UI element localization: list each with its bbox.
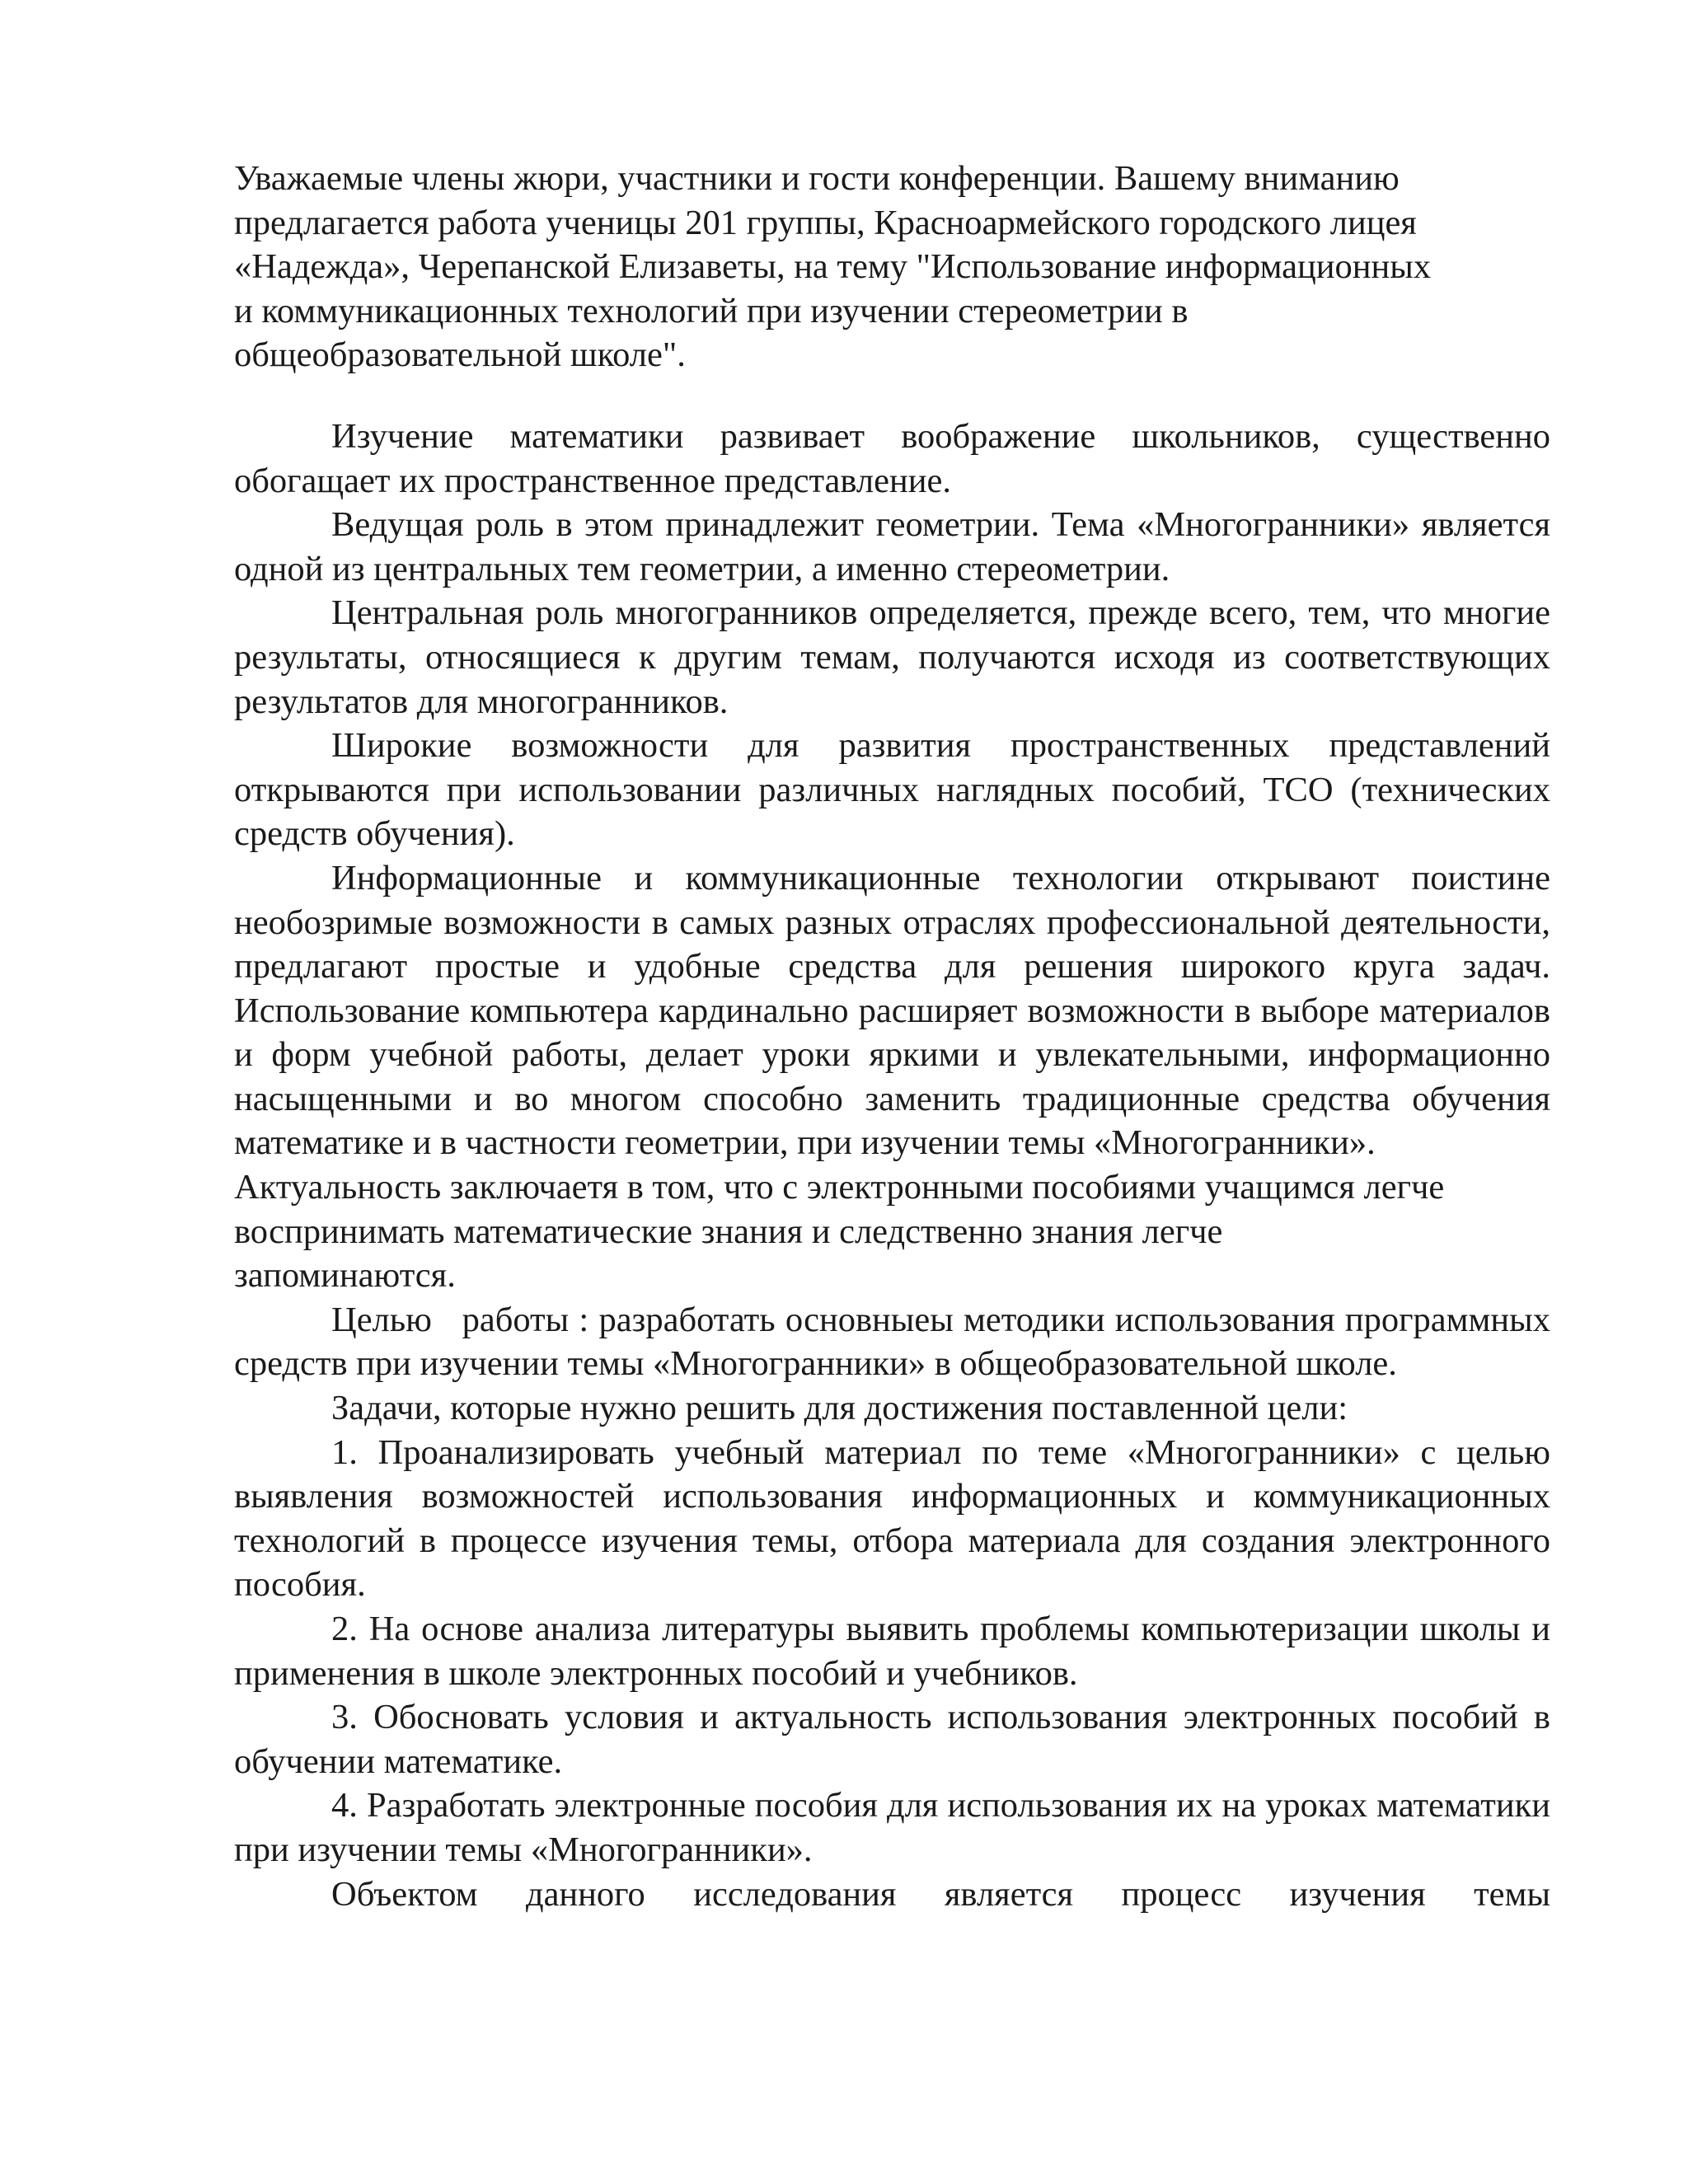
goal-paragraph: Целью работы : разработать основныеы методики использования программных средств при изучении темы «Многогранники» в общеобразовательной школе. (234, 1300, 1559, 1384)
paragraph-polyhedra-role: Центральная роль многогранников определяется, прежде всего, тем, что многие результаты, относящиеся к другим темам, получаются исходя из соответствующих результатов для многогранников. (234, 593, 1550, 721)
relevance-line: Актуальность заключаетя в том, что с электронными пособиями учащимся легче (234, 1168, 1445, 1207)
paragraph-visual-aids: Широкие возможности для развития пространственных представлений открываются при использовании различных наглядных пособий, ТСО (технических средств обучения). (234, 726, 1550, 854)
relevance-paragraph (234, 1165, 1550, 1298)
intro-line: предлагается работа ученицы 201 группы, Красноармейского городского лицея (234, 203, 1417, 242)
paragraph-imagination: Изучение математики развивает воображение школьников, существенно обогащает их пространственное представление. (234, 416, 1550, 500)
intro-paragraph (234, 157, 1550, 377)
task-2: 2. На основе анализа литературы выявить проблемы компьютеризации школы и применения в школе электронных пособий и учебников. (234, 1610, 1550, 1693)
relevance-line: воспринимать математические знания и следственно знания легче (234, 1212, 1223, 1251)
task-1: 1. Проанализировать учебный материал по теме «Многогранники» с целью выявления возможностей использования информационных и коммуникационных технологий в процессе изучения темы, отбора материала для создания электронного пособия. (234, 1432, 1550, 1605)
intro-line: Уважаемые члены жюри, участники и гости конференции. Вашему вниманию (234, 159, 1400, 198)
task-3: 3. Обосновать условия и актуальность использования электронных пособий в обучении математике. (234, 1698, 1550, 1781)
intro-line: «Надежда», Черепанской Елизаветы, на тему "Использование информационных (234, 247, 1432, 287)
object-text: Объектом данного исследования является процесс изучения темы (331, 1874, 1550, 1914)
object-paragraph (234, 1872, 1550, 1917)
intro-line: и коммуникационных технологий при изучении стереометрии в (234, 291, 1189, 330)
intro-line: общеобразовательной школе". (234, 335, 686, 375)
tasks-intro-paragraph: Задачи, которые нужно решить для достижения поставленной цели: (331, 1389, 1348, 1428)
relevance-line: запоминаются. (234, 1256, 456, 1296)
paragraph-geometry-role: Ведущая роль в этом принадлежит геометрии. Тема «Многогранники» является одной из центральных тем геометрии, а именно стереометрии. (234, 505, 1550, 588)
document-text (234, 157, 1559, 1916)
paragraph-ict: Информационные и коммуникационные технологии открывают поистине необозримые возможности в самых разных отраслях профессиональной деятельности, предлагают простые и удобные средства для решения широкого круга задач. Использование компьютера кардинально расширяет возможности в выборе материалов и форм учебной работы, делает уроки яркими и увлекательными, информационно насыщенными и во многом способно заменить традиционные средства обучения математике и в частности геометрии, при изучении темы «Многогранники». (234, 858, 1550, 1163)
task-4: 4. Разработать электронные пособия для использования их на уроках математики при изучении темы «Многогранники». (234, 1786, 1550, 1869)
